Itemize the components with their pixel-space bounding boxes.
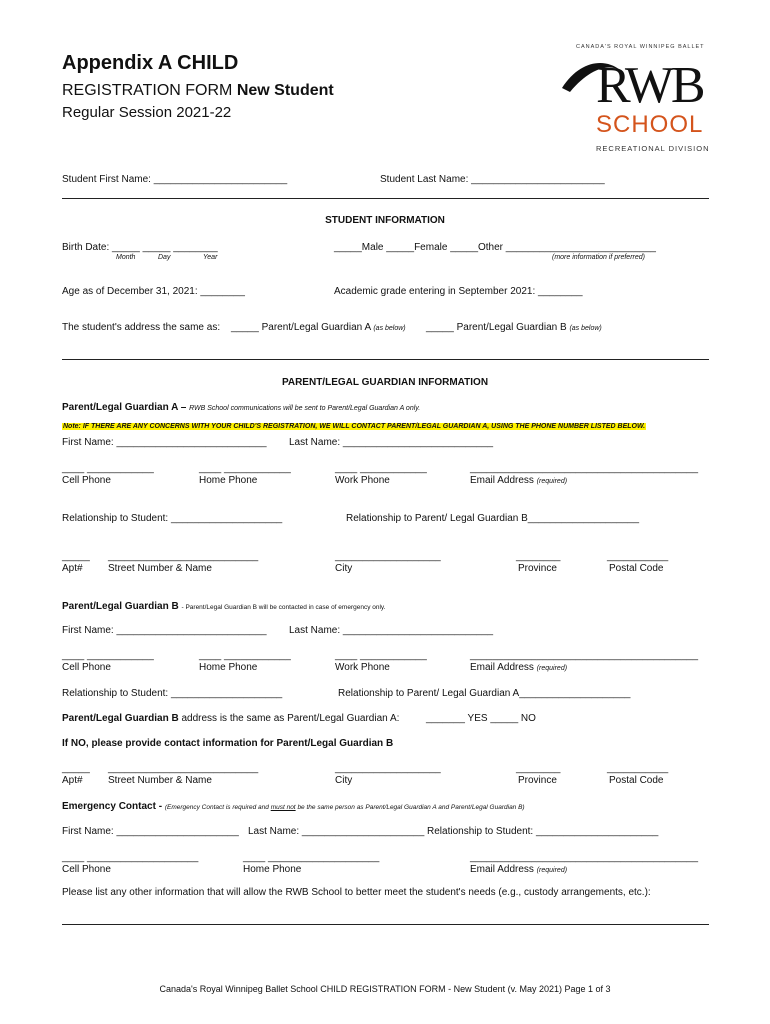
province-label: Province bbox=[518, 563, 557, 574]
guardian-b-header bbox=[62, 601, 386, 612]
guardian-b-apt-blank[interactable]: _____ bbox=[62, 763, 90, 774]
emergency-home-blank[interactable]: ____ ____________________ bbox=[243, 852, 380, 863]
emergency-first-name[interactable]: First Name: ______________________ bbox=[62, 826, 239, 837]
other-info-prompt: Please list any other information that will allow the RWB School to better meet the student's needs (e.g., custody arrangements, etc.): bbox=[62, 887, 651, 898]
other-info-line[interactable] bbox=[62, 924, 709, 925]
address-option-b[interactable]: _____ Parent/Legal Guardian B (as below) bbox=[426, 322, 602, 333]
guardian-b-yes-no[interactable]: _______ YES _____ NO bbox=[426, 713, 536, 724]
guardian-b-home-blank[interactable]: ____ ____________ bbox=[199, 650, 291, 661]
postal-label: Postal Code bbox=[609, 563, 664, 574]
form-type: New Student bbox=[236, 82, 334, 99]
guardian-a-last-name[interactable]: Last Name: ___________________________ bbox=[289, 437, 494, 448]
student-info-heading: STUDENT INFORMATION bbox=[325, 215, 445, 226]
work-phone-label: Work Phone bbox=[335, 475, 390, 486]
gender-note: (more information if preferred) bbox=[552, 254, 645, 261]
email-label: Email Address (required) bbox=[470, 864, 568, 875]
guardian-b-address-same: Parent/Legal Guardian B address is the same as Parent/Legal Guardian A: bbox=[62, 713, 400, 724]
gender-field[interactable]: _____Male _____Female _____Other ___________________________ bbox=[334, 242, 656, 253]
divider bbox=[62, 198, 709, 199]
guardian-a-email-blank[interactable]: _________________________________________ bbox=[470, 463, 699, 474]
form-title: Appendix A CHILD bbox=[62, 52, 239, 74]
city-label: City bbox=[335, 563, 353, 574]
guardian-a-highlight-note: Note: IF THERE ARE ANY CONCERNS WITH YOUR CHILD'S REGISTRATION, WE WILL CONTACT PARENT/LEGAL GUARDIAN A, USING THE PHONE NUMBER LISTED BELOW. bbox=[63, 423, 646, 430]
guardian-a-street-blank[interactable]: ___________________________ bbox=[108, 551, 259, 562]
session-label: Regular Session 2021-22 bbox=[62, 104, 232, 121]
guardian-a-work-blank[interactable]: ____ ____________ bbox=[335, 463, 427, 474]
guardian-a-cell-blank[interactable]: ____ ____________ bbox=[62, 463, 154, 474]
form-prefix: REGISTRATION FORM bbox=[62, 82, 233, 99]
guardian-b-province-blank[interactable]: ________ bbox=[516, 763, 561, 774]
work-phone-label: Work Phone bbox=[335, 662, 390, 673]
guardian-b-relationship[interactable]: Relationship to Student: ____________________ bbox=[62, 688, 283, 699]
emergency-relationship[interactable]: Relationship to Student: ______________________ bbox=[427, 826, 659, 837]
as-below-a: (as below) bbox=[373, 325, 406, 332]
address-same-label: The student's address the same as: bbox=[62, 322, 221, 333]
guardian-b-work-blank[interactable]: ____ ____________ bbox=[335, 650, 427, 661]
logo-division: RECREATIONAL DIVISION bbox=[596, 144, 710, 153]
guardian-b-if-no: If NO, please provide contact information for Parent/Legal Guardian B bbox=[62, 738, 394, 749]
guardian-b-cell-blank[interactable]: ____ ____________ bbox=[62, 650, 154, 661]
guardian-a-first-name[interactable]: First Name: ___________________________ bbox=[62, 437, 267, 448]
cell-phone-label: Cell Phone bbox=[62, 662, 111, 673]
city-label: City bbox=[335, 775, 353, 786]
guardian-a-apt-blank[interactable]: _____ bbox=[62, 551, 90, 562]
age-field[interactable]: Age as of December 31, 2021: ________ bbox=[62, 286, 245, 297]
birth-date-field[interactable]: Birth Date: _____ _____ ________ bbox=[62, 242, 218, 253]
home-phone-label: Home Phone bbox=[199, 475, 258, 486]
year-label: Year bbox=[203, 254, 218, 261]
logo-letters: RWB bbox=[596, 57, 703, 114]
apt-label: Apt# bbox=[62, 775, 83, 786]
guardian-a-note: RWB School communications will be sent to Parent/Legal Guardian A only. bbox=[189, 405, 421, 412]
guardian-b-street-blank[interactable]: ___________________________ bbox=[108, 763, 259, 774]
logo-top-text: CANADA'S ROYAL WINNIPEG BALLET bbox=[576, 44, 705, 50]
emergency-header: Emergency Contact - (Emergency Contact is required and must not be the same person as Parent/Legal Guardian A and Parent/Legal Guardian B) bbox=[62, 801, 525, 812]
guardian-a-province-blank[interactable]: ________ bbox=[516, 551, 561, 562]
rwb-school-logo bbox=[560, 40, 710, 155]
footer: Canada's Royal Winnipeg Ballet School CHILD REGISTRATION FORM - New Student (v. May 2021) Page 1 of 3 bbox=[159, 984, 611, 994]
emergency-cell-blank[interactable]: ____ ____________________ bbox=[62, 852, 199, 863]
street-label: Street Number & Name bbox=[108, 563, 212, 574]
emergency-last-name[interactable]: Last Name: ______________________ bbox=[248, 826, 425, 837]
province-label: Province bbox=[518, 775, 557, 786]
guardian-a-relationship[interactable]: Relationship to Student: ____________________ bbox=[62, 513, 283, 524]
guardian-a-home-blank[interactable]: ____ ____________ bbox=[199, 463, 291, 474]
guardian-a-relationship-other[interactable]: Relationship to Parent/ Legal Guardian B____________________ bbox=[346, 513, 640, 524]
guardian-b-city-blank[interactable]: ___________________ bbox=[335, 763, 441, 774]
apt-label: Apt# bbox=[62, 563, 83, 574]
emergency-email-blank[interactable]: _________________________________________ bbox=[470, 852, 699, 863]
guardian-info-heading: PARENT/LEGAL GUARDIAN INFORMATION bbox=[281, 377, 489, 388]
guardian-b-note: - Parent/Legal Guardian B will be contacted in case of emergency only. bbox=[181, 604, 386, 611]
guardian-b-first-name[interactable]: First Name: ___________________________ bbox=[62, 625, 267, 636]
guardian-a-header bbox=[62, 402, 420, 413]
cell-phone-label: Cell Phone bbox=[62, 864, 111, 875]
guardian-a-city-blank[interactable]: ___________________ bbox=[335, 551, 441, 562]
grade-field[interactable]: Academic grade entering in September 2021: ________ bbox=[334, 286, 583, 297]
as-below-b: (as below) bbox=[569, 325, 602, 332]
cell-phone-label: Cell Phone bbox=[62, 475, 111, 486]
student-first-name[interactable]: Student First Name: ________________________ bbox=[62, 174, 288, 185]
guardian-a-label: Parent/Legal Guardian A – bbox=[62, 402, 187, 413]
student-last-name[interactable]: Student Last Name: ________________________ bbox=[380, 174, 605, 185]
postal-label: Postal Code bbox=[609, 775, 664, 786]
home-phone-label: Home Phone bbox=[199, 662, 258, 673]
email-label: Email Address (required) bbox=[470, 475, 568, 486]
emergency-label: Emergency Contact - bbox=[62, 801, 163, 812]
divider bbox=[62, 359, 709, 360]
email-label: Email Address (required) bbox=[470, 662, 568, 673]
guardian-b-last-name[interactable]: Last Name: ___________________________ bbox=[289, 625, 494, 636]
guardian-a-postal-blank[interactable]: ___________ bbox=[607, 551, 669, 562]
home-phone-label: Home Phone bbox=[243, 864, 302, 875]
form-subtitle bbox=[62, 82, 334, 100]
street-label: Street Number & Name bbox=[108, 775, 212, 786]
month-label: Month bbox=[116, 254, 136, 261]
logo-school: SCHOOL bbox=[596, 111, 704, 138]
guardian-b-postal-blank[interactable]: ___________ bbox=[607, 763, 669, 774]
address-option-a[interactable]: _____ Parent/Legal Guardian A (as below) bbox=[231, 322, 406, 333]
guardian-b-email-blank[interactable]: _________________________________________ bbox=[470, 650, 699, 661]
day-label: Day bbox=[158, 254, 171, 261]
guardian-b-label: Parent/Legal Guardian B bbox=[62, 601, 179, 612]
guardian-b-relationship-other[interactable]: Relationship to Parent/ Legal Guardian A____________________ bbox=[338, 688, 631, 699]
